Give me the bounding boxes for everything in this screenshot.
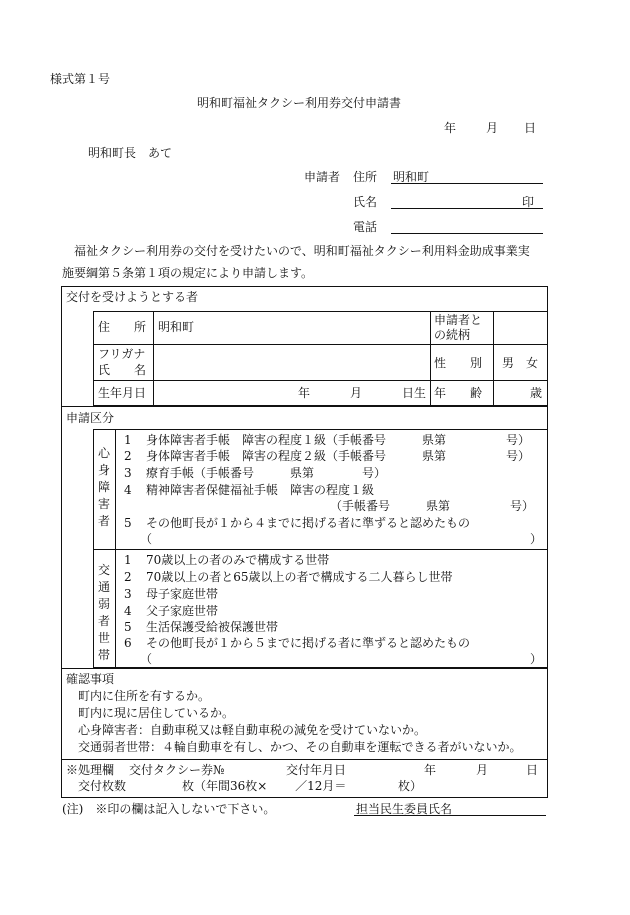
disabled-item-number: 4 — [124, 483, 132, 497]
relation-label-2: の続柄 — [434, 328, 471, 342]
confirm-line-4: 交通弱者世帯：４輪自動車を有し、かつ、その自動車を運転できる者がいないか。 — [78, 740, 522, 754]
dob-label: 生年月日 — [98, 386, 147, 400]
confirm-line-1: 町内に住所を有するか。 — [78, 689, 211, 703]
seal-mark: 印 — [522, 195, 535, 209]
welfare-commissioner-field[interactable] — [354, 815, 546, 816]
traffic-item-text: 父子家庭世帯 — [146, 604, 219, 618]
date-day-label: 日 — [524, 121, 537, 135]
applicant-phone-field[interactable] — [391, 233, 543, 234]
applicant-name-label: 氏名 — [353, 195, 378, 209]
applicant-phone-label: 電話 — [353, 220, 378, 234]
dob-year-label: 年 — [298, 386, 311, 400]
disabled-item-number: 1 — [124, 433, 132, 447]
traffic-category-label: 交通弱者世帯 — [97, 563, 110, 662]
form-title: 明和町福祉タクシー利用券交付申請書 — [197, 96, 402, 110]
age-unit: 歳 — [530, 386, 543, 400]
traffic-item-text: 70歳以上の者と65歳以上の者で構成する二人暮らし世帯 — [146, 570, 453, 584]
applicant-label: 申請者 — [304, 170, 341, 184]
addressee: 明和町長 あて — [88, 146, 173, 160]
ticket-number-label: 交付タクシー券№ — [129, 763, 225, 777]
disabled-item-number: 2 — [124, 449, 132, 463]
processing-label: ※処理欄 — [66, 763, 115, 777]
recipient-header: 交付を受けようとする者 — [66, 290, 199, 304]
traffic-item-text: 母子家庭世帯 — [146, 587, 219, 601]
welfare-commissioner-label: 担当民生委員氏名 — [356, 802, 453, 816]
issue-count-end: 枚） — [398, 779, 423, 793]
traffic-item-number: 2 — [124, 570, 132, 584]
disabled-item-number: 3 — [124, 466, 132, 480]
category-header: 申請区分 — [66, 411, 115, 425]
sex-label: 性 別 — [434, 356, 483, 370]
traffic-paren-open: （ — [140, 652, 153, 666]
age-label: 年 齢 — [434, 386, 483, 400]
traffic-item-number: 4 — [124, 604, 132, 618]
traffic-item-text: 生活保護受給被保護世帯 — [146, 620, 279, 634]
traffic-item-number: 5 — [124, 620, 132, 634]
dob-month-label: 月 — [350, 386, 363, 400]
issue-count-formula: 枚（年間36枚× ／12月＝ — [182, 779, 347, 793]
disabled-item-text: 身体障害者手帳 障害の程度１級（手帳番号 県第 号） — [146, 433, 531, 447]
traffic-item-text: その他町長が１から５までに掲げる者に準ずると認めたもの — [146, 636, 471, 650]
body-line-1: 福祉タクシー利用券の交付を受けたいので、明和町福祉タクシー利用料金助成事業実 — [74, 244, 530, 258]
disabled-item-number: 5 — [124, 516, 132, 530]
applicant-address-underline — [391, 183, 543, 184]
confirm-line-2: 町内に現に居住しているか。 — [78, 706, 235, 720]
issue-day-label: 日 — [526, 763, 539, 777]
disabled-item-text: 療育手帳（手帳番号 県第 号） — [146, 466, 387, 480]
footer-note: (注) ※印の欄は記入しないで下さい。 — [62, 802, 276, 816]
applicant-address-field[interactable]: 明和町 — [393, 170, 430, 184]
confirm-line-3: 心身障害者：自動車税又は軽自動車税の減免を受けていないか。 — [78, 723, 427, 737]
recipient-address-field[interactable]: 明和町 — [158, 320, 195, 334]
traffic-item-text: 70歳以上の者のみで構成する世帯 — [146, 553, 330, 567]
disabled-paren-open: （ — [140, 532, 153, 546]
sex-male-option[interactable]: 男 — [502, 356, 515, 370]
furigana-label: フリガナ — [98, 347, 146, 361]
disabled-item-text: その他町長が１から４までに掲げる者に準ずると認めたもの — [146, 516, 471, 530]
recipient-name-field[interactable] — [158, 347, 426, 377]
traffic-item-number: 3 — [124, 587, 132, 601]
relation-label-1: 申請者と — [434, 313, 483, 327]
recipient-name-label: 氏 名 — [98, 363, 147, 377]
applicant-name-field[interactable] — [391, 208, 543, 209]
disabled-paren-close: ） — [530, 532, 543, 546]
disabled-item-text: 身体障害者手帳 障害の程度２級（手帳番号 県第 号） — [146, 449, 531, 463]
recipient-address-label: 住 所 — [98, 320, 147, 334]
disabled-item-4-number-line: （手帳番号 県第 号） — [330, 499, 535, 513]
form-number: 様式第１号 — [50, 72, 111, 86]
issue-count-label: 交付枚数 — [78, 779, 127, 793]
confirm-header: 確認事項 — [66, 672, 115, 686]
issue-date-label: 交付年月日 — [286, 763, 347, 777]
date-year-label: 年 — [444, 121, 457, 135]
applicant-address-label: 住所 — [353, 170, 378, 184]
disabled-category-label: 心身障害者 — [97, 446, 110, 528]
dob-day-label: 日生 — [402, 386, 427, 400]
relation-field[interactable] — [498, 320, 544, 334]
traffic-item-number: 6 — [124, 636, 132, 650]
issue-month-label: 月 — [476, 763, 489, 777]
sex-female-option[interactable]: 女 — [526, 356, 539, 370]
date-month-label: 月 — [486, 121, 499, 135]
body-line-2: 施要綱第５条第１項の規定により申請します。 — [62, 266, 314, 280]
traffic-paren-close: ） — [530, 652, 543, 666]
disabled-item-text: 精神障害者保健福祉手帳 障害の程度１級 — [146, 483, 375, 497]
traffic-item-number: 1 — [124, 553, 132, 567]
issue-year-label: 年 — [424, 763, 437, 777]
